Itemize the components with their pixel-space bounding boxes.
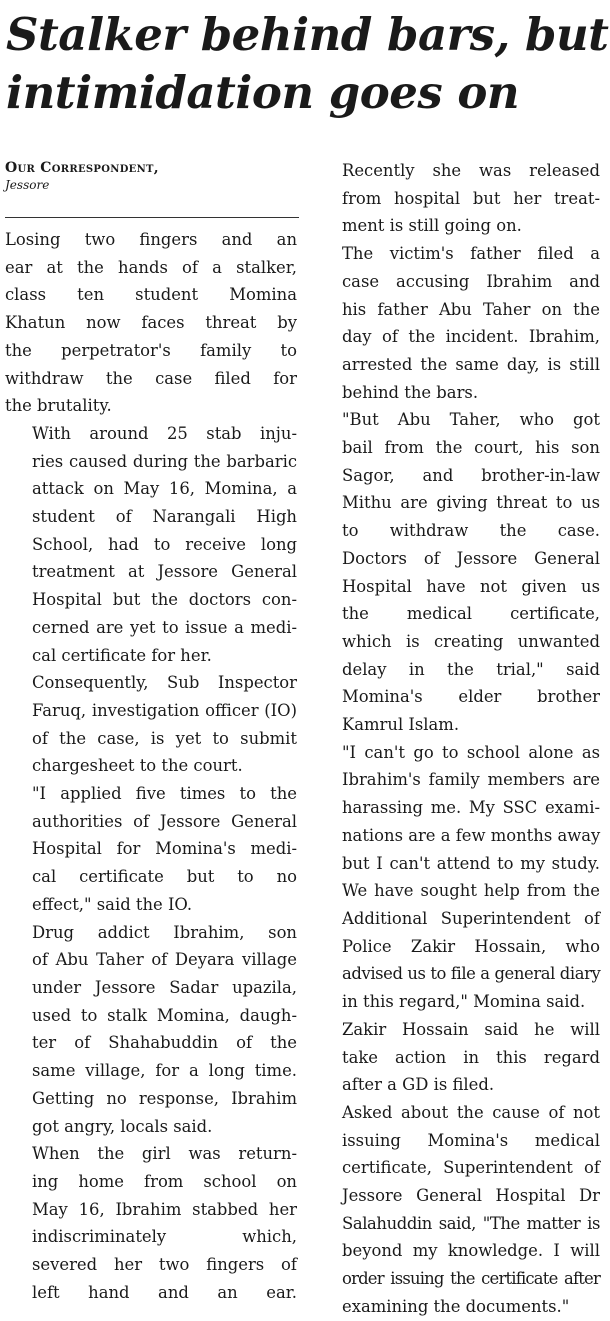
byline — [5, 160, 299, 192]
article-paragraph — [5, 919, 297, 1141]
article-line: ter of Shahabuddin of the — [32, 1033, 297, 1053]
article-line: order issuing the certificate after — [342, 1269, 600, 1289]
article-line: When the girl was return- — [32, 1144, 297, 1164]
article-line: The victim's father filed a — [342, 244, 600, 264]
article-line: effect," said the IO. — [32, 894, 193, 914]
article-line: of the case, is yet to submit — [32, 728, 297, 748]
article-paragraph — [5, 669, 297, 780]
article-line: Police Zakir Hossain, who — [342, 936, 600, 956]
article-column-left — [5, 226, 297, 1306]
article-line: ries caused during the barbaric — [32, 451, 297, 471]
article-line: treatment at Jessore General — [32, 562, 297, 582]
article-line: nations are a few months away — [342, 825, 601, 845]
article-paragraph — [5, 780, 297, 919]
article-line: Hospital for Momina's medi- — [32, 839, 297, 859]
article-line: Losing two fingers and an — [5, 230, 297, 249]
article-line: Consequently, Sub Inspector — [32, 673, 297, 693]
byline-name: Our Correspondent, — [5, 160, 159, 176]
article-line: Sagor, and brother-in-law — [342, 465, 600, 485]
article-line: under Jessore Sadar upazila, — [32, 977, 297, 997]
article-paragraph — [315, 739, 600, 1016]
article-line: Hospital have not given us — [342, 576, 600, 596]
article-line: examining the documents." — [342, 1296, 570, 1316]
article-line: indiscriminately which, — [32, 1227, 297, 1247]
article-line: chargesheet to the court. — [32, 756, 243, 776]
article-line: left hand and an ear. — [32, 1282, 297, 1302]
article-paragraph — [315, 1016, 600, 1099]
article-line: Kamrul Islam. — [342, 715, 460, 735]
article-line: ment is still going on. — [342, 216, 522, 236]
article-line: to withdraw the case. — [342, 521, 600, 541]
article-line: Jessore General Hospital Dr — [342, 1186, 600, 1206]
article-line: Getting no response, Ibrahim — [32, 1088, 297, 1108]
article-line: which is creating unwanted — [342, 631, 600, 651]
article-line: in this regard," Momina said. — [342, 992, 586, 1012]
article-line: Recently she was released — [342, 161, 600, 180]
article-column-right — [315, 157, 600, 1321]
article-line: cal certificate but to no — [32, 867, 297, 887]
article-line: Doctors of Jessore General — [342, 548, 600, 568]
article-line: bail from the court, his son — [342, 438, 600, 458]
article-line: Momina's elder brother — [342, 687, 600, 707]
article-paragraph — [315, 1099, 600, 1321]
headline — [6, 6, 609, 122]
article-line: authorities of Jessore General — [32, 811, 297, 831]
article-line: "I applied five times to the — [32, 784, 297, 804]
article-line: delay in the trial," said — [342, 659, 600, 679]
article-line: Salahuddin said, "The matter is — [342, 1213, 600, 1233]
article-line: Hospital but the doctors con- — [32, 590, 297, 610]
article-line: ear at the hands of a stalker, — [5, 257, 297, 277]
article-paragraph — [315, 157, 600, 240]
article-line: behind the bars. — [342, 382, 479, 402]
byline-location: Jessore — [5, 178, 50, 192]
article-line: severed her two fingers of — [32, 1255, 297, 1275]
article-line: Additional Superintendent of — [342, 908, 600, 928]
article-line: day of the incident. Ibrahim, — [342, 327, 600, 347]
article-line: of Abu Taher of Deyara village — [32, 950, 297, 970]
article-line: With around 25 stab inju- — [32, 423, 297, 443]
article-line: cerned are yet to issue a medi- — [32, 617, 297, 637]
article-line: cal certificate for her. — [32, 645, 212, 665]
article-line: withdraw the case filed for — [5, 368, 297, 388]
article-line: "I can't go to school alone as — [342, 742, 600, 762]
article-line: Khatun now faces threat by — [5, 313, 297, 333]
article-line: take action in this regard — [342, 1047, 600, 1067]
article-line: arrested the same day, is still — [342, 354, 600, 374]
article-line: May 16, Ibrahim stabbed her — [32, 1199, 297, 1219]
article-line: same village, for a long time. — [32, 1061, 297, 1081]
article-line: the brutality. — [5, 396, 112, 416]
article-line: advised us to file a general diary — [342, 964, 601, 984]
article-line: School, had to receive long — [32, 534, 297, 554]
article-line: harassing me. My SSC exami- — [342, 798, 600, 818]
article-line: his father Abu Taher on the — [342, 299, 600, 319]
byline-divider — [5, 217, 299, 218]
article-line: but I can't attend to my study. — [342, 853, 600, 873]
article-line: class ten student Momina — [5, 285, 297, 305]
article-line: from hospital but her treat- — [342, 188, 600, 208]
article-line: Mithu are giving threat to us — [342, 493, 600, 513]
article-line: "But Abu Taher, who got — [342, 410, 600, 430]
article-line: beyond my knowledge. I will — [342, 1241, 600, 1261]
article-paragraph — [315, 406, 600, 738]
headline-line-2: intimidation goes on — [6, 66, 520, 119]
article-line: got angry, locals said. — [32, 1116, 213, 1136]
article-line: issuing Momina's medical — [342, 1130, 600, 1150]
article-line: case accusing Ibrahim and — [342, 271, 600, 291]
article-line: ing home from school on — [32, 1171, 297, 1191]
article-line: Ibrahim's family members are — [342, 770, 600, 790]
article-line: after a GD is filed. — [342, 1075, 495, 1095]
article-paragraph — [5, 1140, 297, 1306]
article-paragraph — [5, 226, 297, 420]
article-paragraph — [5, 420, 297, 669]
article-line: Drug addict Ibrahim, son — [32, 922, 297, 942]
article-line: We have sought help from the — [342, 881, 600, 901]
article-line: student of Narangali High — [32, 507, 297, 527]
article-paragraph — [315, 240, 600, 406]
article-line: the medical certificate, — [342, 604, 600, 624]
article-line: Faruq, investigation officer (IO) — [32, 700, 297, 720]
article-line: used to stalk Momina, daugh- — [32, 1005, 297, 1025]
article-line: Zakir Hossain said he will — [342, 1019, 600, 1039]
article-line: the perpetrator's family to — [5, 340, 297, 360]
headline-line-1: Stalker behind bars, but — [6, 8, 609, 61]
article-line: Asked about the cause of not — [342, 1102, 600, 1122]
article-line: attack on May 16, Momina, a — [32, 479, 297, 499]
article-line: certificate, Superintendent of — [342, 1158, 600, 1178]
